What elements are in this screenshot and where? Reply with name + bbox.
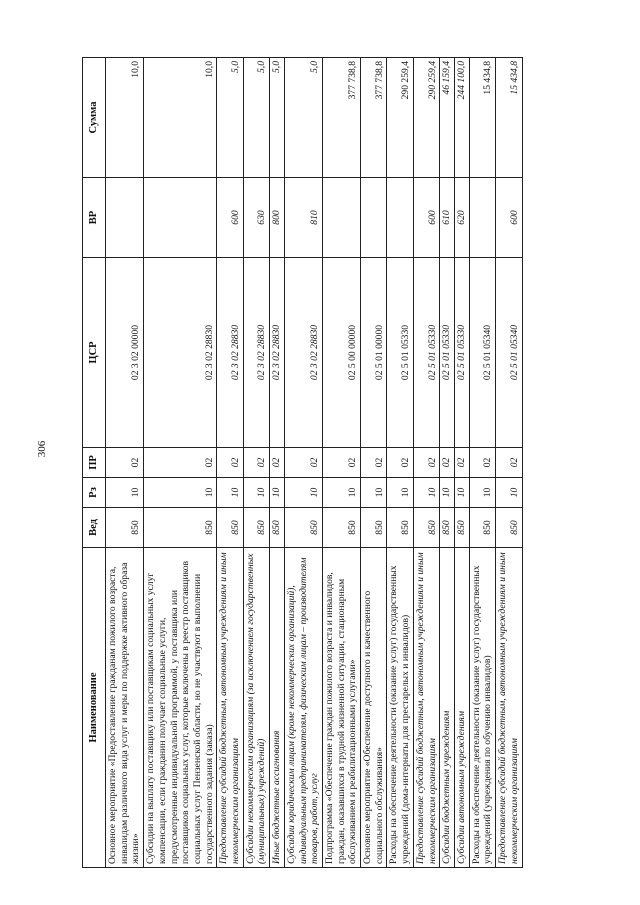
cell-vr: 810 xyxy=(284,178,322,258)
cell-vr: 610 xyxy=(440,178,455,258)
cell-ved: 850 xyxy=(322,508,360,548)
cell-name: Подпрограмма «Обеспечение граждан пожилого возраста и инвалидов, граждан, оказавшихся в трудной жизненной ситуации, стационарным обслуживанием и реабилитационными услугами» xyxy=(322,548,360,868)
cell-ved: 850 xyxy=(440,508,455,548)
cell-rz: 10 xyxy=(454,478,469,508)
cell-sum: 5,0 xyxy=(243,58,269,178)
cell-csr: 02 5 00 00000 xyxy=(322,258,360,448)
cell-csr: 02 3 02 00000 xyxy=(106,258,144,448)
cell-ved: 850 xyxy=(469,508,495,548)
cell-csr: 02 5 01 05340 xyxy=(469,258,495,448)
cell-name: Основное мероприятие «Предоставление гражданам пожилого возраста, инвалидам различного вида услуг и меры по поддержке активного образа жизни» xyxy=(106,548,144,868)
header-sum: Сумма xyxy=(83,58,106,178)
cell-pr: 02 xyxy=(413,448,439,478)
cell-name: Расходы на обеспечение деятельности (оказание услуг) государственных учреждений (учреждения по обучению инвалидов) xyxy=(469,548,495,868)
cell-rz: 10 xyxy=(217,478,243,508)
cell-ved: 850 xyxy=(270,508,285,548)
cell-csr: 02 3 02 28830 xyxy=(270,258,285,448)
cell-csr: 02 5 01 05330 xyxy=(413,258,439,448)
cell-pr: 02 xyxy=(496,448,522,478)
page-number: 306 xyxy=(36,440,48,458)
cell-rz: 10 xyxy=(106,478,144,508)
cell-vr: 630 xyxy=(243,178,269,258)
table-row xyxy=(284,58,322,868)
rotated-page-content xyxy=(82,58,562,868)
table-row xyxy=(469,58,495,868)
cell-pr: 02 xyxy=(440,448,455,478)
table-row xyxy=(322,58,360,868)
cell-ved: 850 xyxy=(413,508,439,548)
cell-pr: 02 xyxy=(387,448,413,478)
cell-name: Предоставление субсидий бюджетным, автономным учреждениям и иным некоммерческим организациям xyxy=(217,548,243,868)
cell-csr: 02 3 02 28830 xyxy=(284,258,322,448)
budget-table xyxy=(82,57,523,868)
cell-name: Субсидии юридическим лицам (кроме некоммерческих организаций), индивидуальным предпринимателям, физическим лицам – производителям товаров, работ, услуг xyxy=(284,548,322,868)
table-row xyxy=(496,58,522,868)
cell-csr: 02 5 01 05330 xyxy=(454,258,469,448)
cell-ved: 850 xyxy=(144,508,217,548)
cell-sum: 10,0 xyxy=(106,58,144,178)
header-ved: Вед xyxy=(83,508,106,548)
cell-name: Субсидии бюджетным учреждениям xyxy=(440,548,455,868)
cell-name: Расходы на обеспечение деятельности (оказание услуг) государственных учреждений (дома-интернаты для престарелых и инвалидов) xyxy=(387,548,413,868)
table-row xyxy=(243,58,269,868)
cell-vr: 800 xyxy=(270,178,285,258)
cell-sum: 5,0 xyxy=(217,58,243,178)
cell-name: Иные бюджетные ассигнования xyxy=(270,548,285,868)
cell-ved: 850 xyxy=(496,508,522,548)
cell-ved: 850 xyxy=(284,508,322,548)
cell-sum: 15 434,8 xyxy=(469,58,495,178)
cell-csr: 02 5 01 05330 xyxy=(387,258,413,448)
cell-rz: 10 xyxy=(322,478,360,508)
cell-rz: 10 xyxy=(413,478,439,508)
table-row xyxy=(106,58,144,868)
cell-rz: 10 xyxy=(270,478,285,508)
cell-rz: 10 xyxy=(243,478,269,508)
cell-pr: 02 xyxy=(106,448,144,478)
cell-vr: 600 xyxy=(496,178,522,258)
cell-name: Предоставление субсидий бюджетным, автономным учреждениям и иным некоммерческим организациям xyxy=(413,548,439,868)
cell-sum: 15 434,8 xyxy=(496,58,522,178)
cell-csr: 02 5 01 05330 xyxy=(440,258,455,448)
cell-rz: 10 xyxy=(496,478,522,508)
cell-name: Субсидии на выплату поставщику или поставщикам социальных услуг компенсации, если гражданин получает социальные услуги, предусмотренные индивидуальной программой, у поставщика или поставщиков социальных услуг, которые включены в реестр поставщиков социальных услуг Пензенской области, но не участвуют в выполнении государственного задания (заказа) xyxy=(144,548,217,868)
table-row xyxy=(217,58,243,868)
cell-vr xyxy=(322,178,360,258)
cell-sum: 290 259,4 xyxy=(387,58,413,178)
cell-vr xyxy=(106,178,144,258)
cell-pr: 02 xyxy=(454,448,469,478)
header-csr: ЦСР xyxy=(83,258,106,448)
cell-ved: 850 xyxy=(217,508,243,548)
cell-pr: 02 xyxy=(243,448,269,478)
table-row xyxy=(454,58,469,868)
cell-rz: 10 xyxy=(469,478,495,508)
cell-csr: 02 3 02 28830 xyxy=(217,258,243,448)
cell-sum: 5,0 xyxy=(284,58,322,178)
cell-name: Субсидии автономным учреждениям xyxy=(454,548,469,868)
cell-vr: 620 xyxy=(454,178,469,258)
cell-sum: 290 259,4 xyxy=(413,58,439,178)
cell-rz: 10 xyxy=(144,478,217,508)
table-row xyxy=(387,58,413,868)
cell-pr: 02 xyxy=(469,448,495,478)
cell-rz: 10 xyxy=(284,478,322,508)
cell-csr: 02 3 02 28830 xyxy=(243,258,269,448)
cell-sum: 244 100,0 xyxy=(454,58,469,178)
cell-rz: 10 xyxy=(361,478,387,508)
cell-vr: 600 xyxy=(413,178,439,258)
cell-ved: 850 xyxy=(243,508,269,548)
cell-pr: 02 xyxy=(217,448,243,478)
cell-csr: 02 3 02 28830 xyxy=(144,258,217,448)
cell-ved: 850 xyxy=(387,508,413,548)
table-row xyxy=(270,58,285,868)
table-row xyxy=(413,58,439,868)
cell-sum: 5,0 xyxy=(270,58,285,178)
header-name: Наименование xyxy=(83,548,106,868)
cell-ved: 850 xyxy=(454,508,469,548)
header-pr: ПР xyxy=(83,448,106,478)
cell-sum: 10,0 xyxy=(144,58,217,178)
cell-vr xyxy=(469,178,495,258)
cell-csr: 02 5 01 00000 xyxy=(361,258,387,448)
cell-name: Субсидии некоммерческим организациям (за исключением государственных (муниципальных) учреждений) xyxy=(243,548,269,868)
table-row xyxy=(144,58,217,868)
cell-vr: 600 xyxy=(217,178,243,258)
cell-csr: 02 5 01 05340 xyxy=(496,258,522,448)
cell-ved: 850 xyxy=(106,508,144,548)
cell-name: Основное мероприятие «Обеспечение доступного и качественного социального обслуживания» xyxy=(361,548,387,868)
cell-sum: 377 738,8 xyxy=(322,58,360,178)
header-vr: ВР xyxy=(83,178,106,258)
cell-rz: 10 xyxy=(387,478,413,508)
cell-pr: 02 xyxy=(284,448,322,478)
cell-vr xyxy=(144,178,217,258)
cell-sum: 377 738,8 xyxy=(361,58,387,178)
header-rz: Рз xyxy=(83,478,106,508)
cell-pr: 02 xyxy=(144,448,217,478)
cell-vr xyxy=(361,178,387,258)
cell-name: Предоставление субсидий бюджетным, автономным учреждениям и иным некоммерческим организациям xyxy=(496,548,522,868)
table-header-row xyxy=(83,58,106,868)
cell-pr: 02 xyxy=(270,448,285,478)
cell-pr: 02 xyxy=(322,448,360,478)
cell-pr: 02 xyxy=(361,448,387,478)
cell-ved: 850 xyxy=(361,508,387,548)
cell-sum: 46 159,4 xyxy=(440,58,455,178)
table-row xyxy=(440,58,455,868)
table-row xyxy=(361,58,387,868)
cell-rz: 10 xyxy=(440,478,455,508)
cell-vr xyxy=(387,178,413,258)
